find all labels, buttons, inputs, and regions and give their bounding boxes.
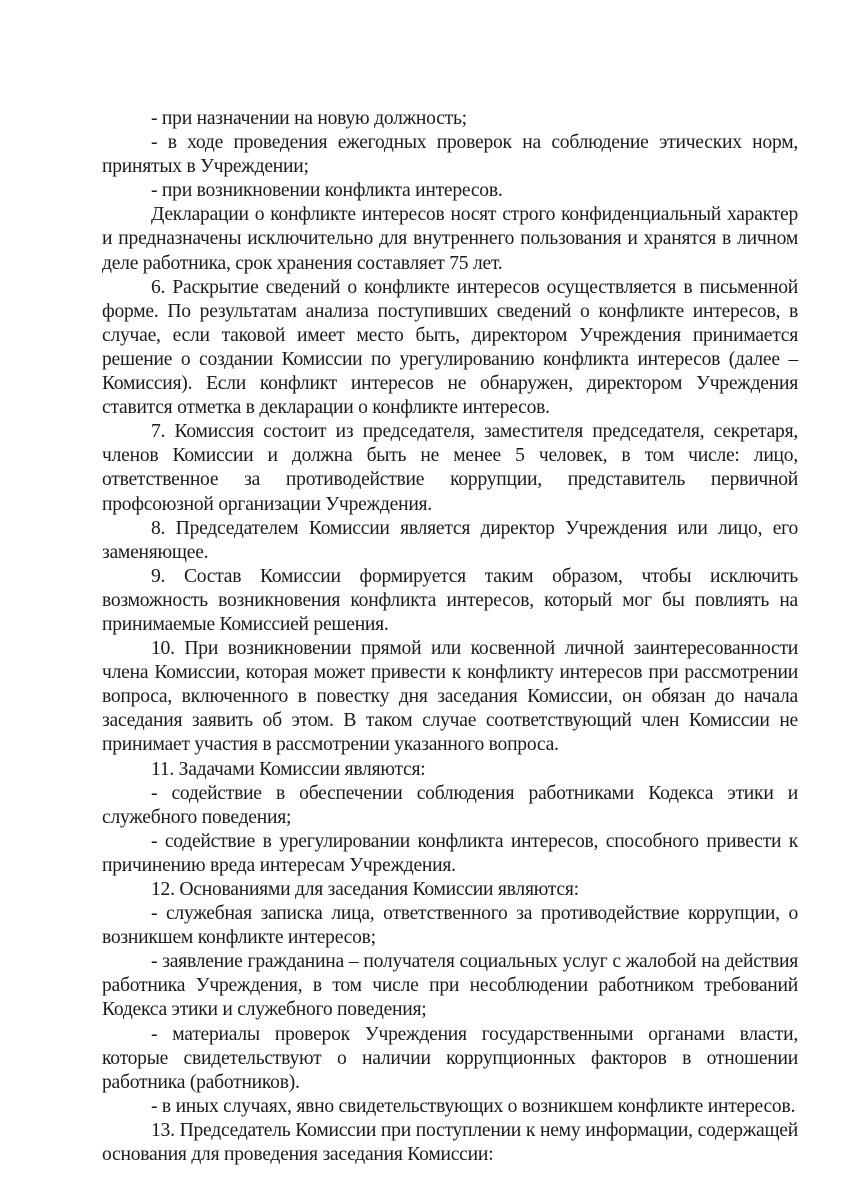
document-page [102,107,798,1167]
list-item-citizen-complaint: - заявление гражданина – получателя социальных услуг с жалобой на действия работника Учреждения, в том числе при несоблюдении работником требований Кодекса этики и служебного поведения; [102,951,798,1021]
list-item-annual-checks: - в ходе проведения ежегодных проверок на соблюдение этических норм, принятых в Учреждении; [102,132,798,178]
paragraph-13: 13. Председатель Комиссии при поступлении к нему информации, содержащей основания для проведения заседания Комиссии: [102,1119,798,1166]
paragraph-12: 12. Основаниями для заседания Комиссии являются: [151,879,579,900]
paragraph-11: 11. Задачами Комиссии являются: [151,758,426,780]
paragraph-9: 9. Состав Комиссии формируется таким образом, чтобы исключить возможность возникновения конфликта интересов, который мог бы повлиять на принимаемые Комиссией решения. [102,565,798,635]
paragraph-8: 8. Председателем Комиссии является директор Учреждения или лицо, его заменяющее. [102,517,798,563]
paragraph-6: 6. Раскрытие сведений о конфликте интересов осуществляется в письменной форме. По результатам анализа поступивших сведений о конфликте интересов, в случае, если таковой имеет место быть, директором Учреждения принимается решение о создании Комиссии по урегулированию конфликта интересов (далее – Комиссия). Если конфликт интересов не обнаружен, директором Учреждения ставится отметка в декларации о конфликте интересов. [102,276,798,419]
paragraph-10: 10. При возникновении прямой или косвенной личной заинтересованности члена Комиссии, которая может привести к конфликту интересов при рассмотрении вопроса, включенного в повестку дня заседания Комиссии, он обязан до начала заседания заявить об этом. В таком случае соответствующий член Комиссии не принимает участия в рассмотрении указанного вопроса. [102,638,798,756]
list-item-other-cases: - в иных случаях, явно свидетельствующих о возникшем конфликте интересов. [151,1095,796,1117]
list-item-conflict-settlement: - содействие в урегулировании конфликта интересов, способного привести к причинению вреда интересам Учреждения. [102,830,798,876]
list-item-new-position: - при назначении на новую должность; [151,108,467,129]
list-item-audit-materials: - материалы проверок Учреждения государственными органами власти, которые свидетельствуют о наличии коррупционных факторов в отношении работника (работников). [102,1023,798,1093]
list-item-conflict-arises: - при возникновении конфликта интересов. [151,180,503,202]
paragraph-7: 7. Комиссия состоит из председателя, заместителя председателя, секретаря, членов Комиссии и должна быть не менее 5 человек, в том числе: лицо, ответственное за противодействие коррупции, представитель первичной профсоюзной организации Учреждения. [102,421,798,515]
list-item-ethics-code: - содействие в обеспечении соблюдения работниками Кодекса этики и служебного поведения; [102,782,798,828]
list-item-memo: - служебная записка лица, ответственного за противодействие коррупции, о возникшем конфликте интересов; [102,903,798,949]
paragraph-declarations: Декларации о конфликте интересов носят строго конфиденциальный характер и предназначены исключительно для внутреннего пользования и хранятся в личном деле работника, срок хранения составляет 75 лет. [102,204,798,274]
